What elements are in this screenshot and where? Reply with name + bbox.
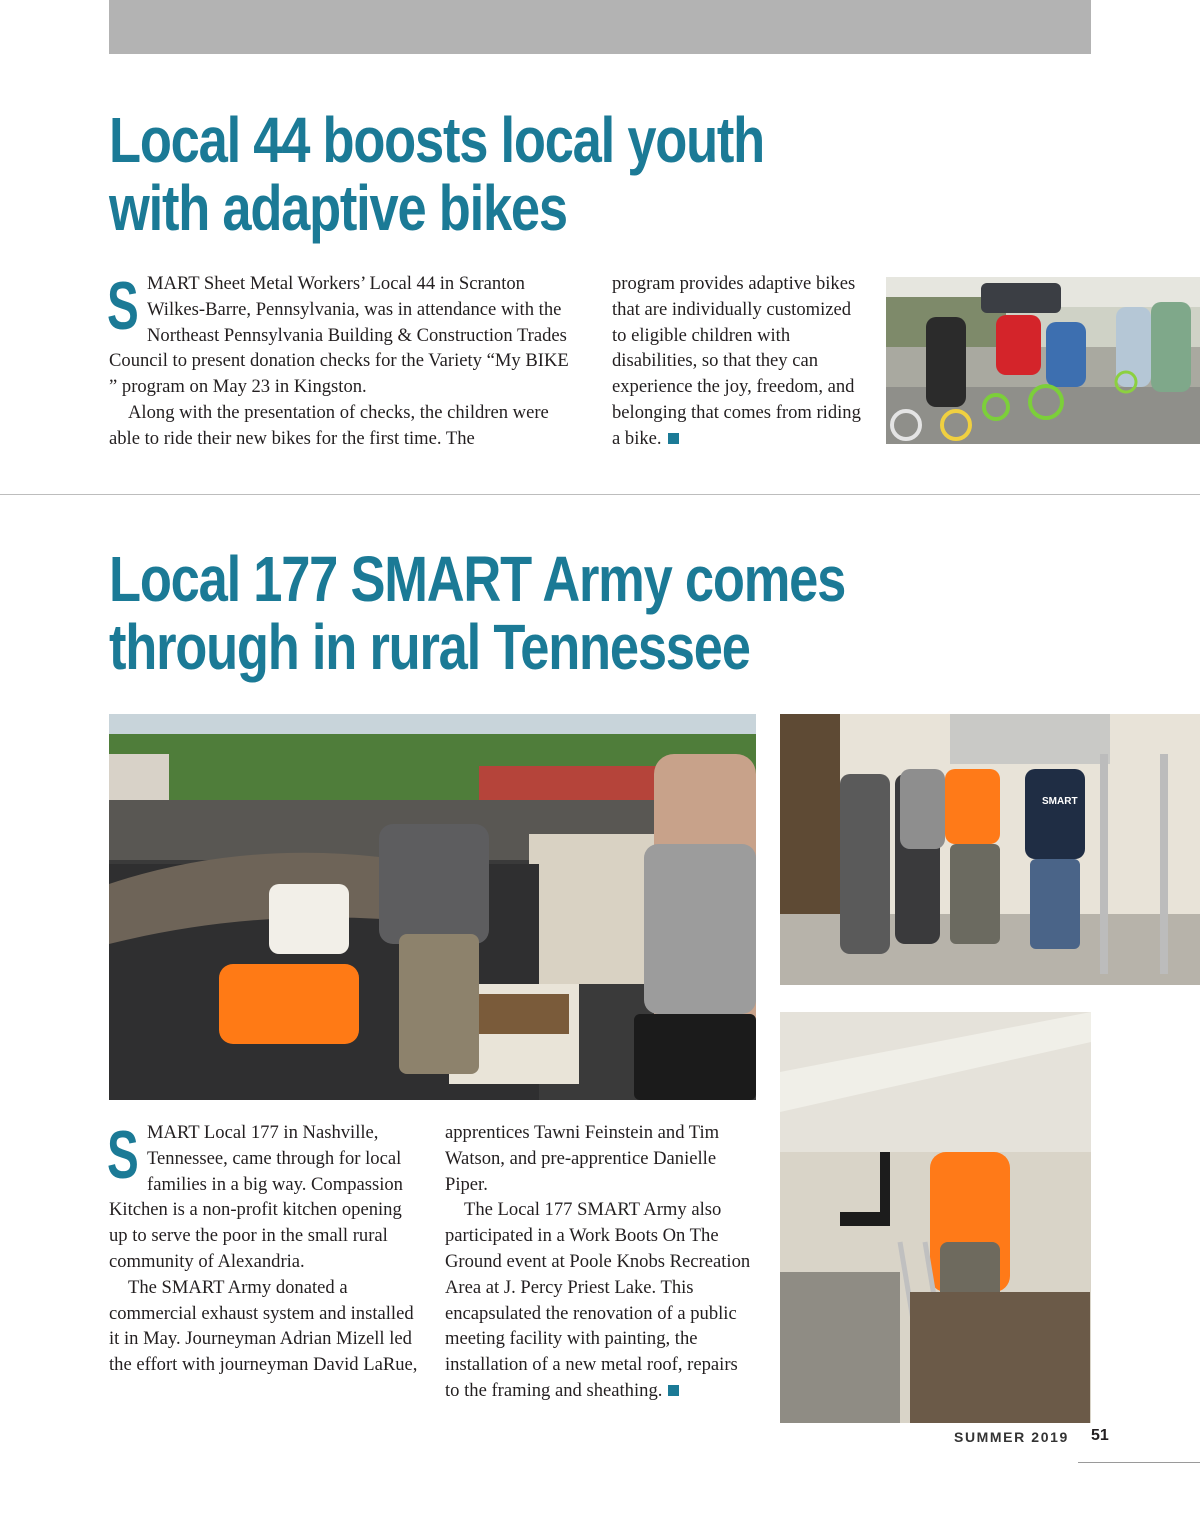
article1-column1 — [107, 268, 579, 452]
article2-body-text: MART Local 177 in Nashville, Tennessee, came through for local families in a big way. Compassion Kitchen is a non-profit kitchen opening up to serve the poor in the small rural community of Alexandria. — [109, 1122, 403, 1272]
footer-rule — [1078, 1462, 1200, 1463]
rooftop-crew-photo — [109, 714, 756, 1100]
article1-body-text: MART Sheet Metal Workers’ Local 44 in Scranton Wilkes-Barre, Pennsylvania, was in attendance with the Northeast Pennsylvania Building & Construction Trades Council to present donation checks for the Variety “My BIKE ” program on May 23 in Kingston. — [109, 273, 569, 398]
article2-headline-line2: through in rural Tennessee — [109, 611, 750, 683]
page-number: 51 — [1091, 1427, 1109, 1444]
article2-paragraph4 — [445, 1197, 755, 1403]
kitchen-group-photo — [780, 714, 1200, 985]
article2-col2-text: The Local 177 SMART Army also participated in a Work Boots On The Ground event at Poole Knobs Recreation Area at J. Percy Priest Lake. This encapsulated the renovation of a public meeting facility with painting, the installation of a new metal roof, repairs to the framing and sheathing. — [445, 1199, 751, 1401]
end-of-article-mark — [668, 433, 679, 444]
article2-column2 — [445, 1120, 755, 1404]
article2-column1 — [107, 1117, 419, 1378]
top-banner-bar — [109, 0, 1091, 54]
article1-paragraph3 — [612, 271, 862, 452]
article2-paragraph1 — [107, 1117, 419, 1275]
article2-dropcap: S — [107, 1117, 139, 1193]
article2-paragraph2: The SMART Army donated a commercial exhaust system and installed it in May. Journeyman Adrian Mizell led the effort with journeyman David LaRue, — [109, 1276, 418, 1376]
section-divider — [0, 494, 1200, 495]
article1-headline-line1: Local 44 boosts local youth — [109, 104, 765, 176]
article1-headline — [109, 106, 764, 242]
article1-paragraph1 — [107, 268, 579, 400]
article1-dropcap: S — [107, 268, 139, 344]
adaptive-bikes-photo — [886, 277, 1200, 444]
end-of-article-mark — [668, 1385, 679, 1396]
article1-headline-line2: with adaptive bikes — [109, 172, 567, 244]
article2-paragraph3: apprentices Tawni Feinstein and Tim Watson, and pre-apprentice Danielle Piper. — [445, 1122, 720, 1195]
hood-installation-photo — [780, 1012, 1091, 1423]
article2-headline — [109, 545, 845, 681]
issue-season: SUMMER 2019 — [954, 1429, 1069, 1445]
shirt-print-text: SMART — [1042, 796, 1078, 807]
article2-headline-line1: Local 177 SMART Army comes — [109, 543, 846, 615]
article1-col2-text: program provides adaptive bikes that are individually customized to eligible children with disabilities, so that they can experience the joy, freedom, and belonging that comes from riding a bike. — [612, 273, 861, 449]
article1-column2 — [612, 271, 862, 452]
article1-paragraph2: Along with the presentation of checks, the children were able to ride their new bikes for the first time. The — [109, 401, 549, 449]
